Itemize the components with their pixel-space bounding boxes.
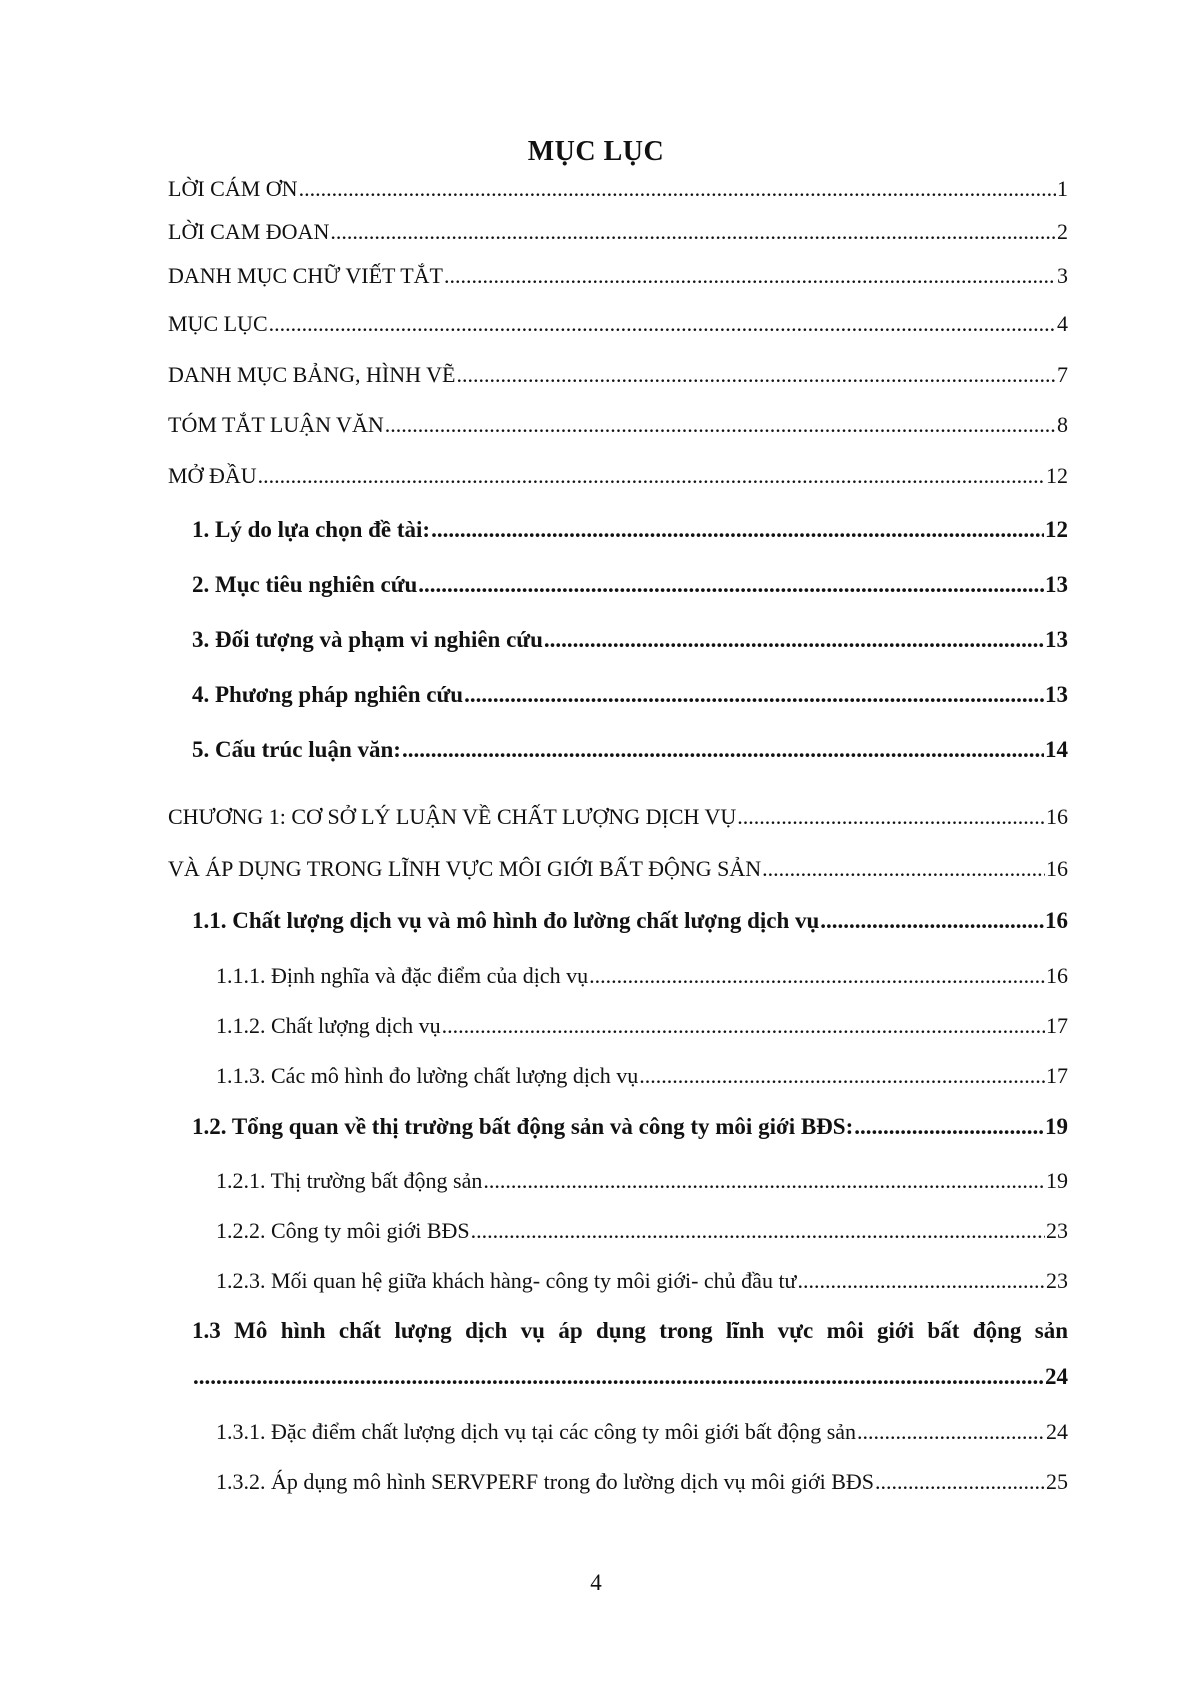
toc-entry-page: 17 bbox=[1046, 1013, 1068, 1038]
dot-leader bbox=[464, 682, 1044, 708]
toc-entry[interactable] bbox=[192, 627, 1068, 653]
dot-leader bbox=[258, 463, 1045, 489]
toc-entry-page: 7 bbox=[1057, 362, 1068, 387]
toc-entry-label: DANH MỤC BẢNG, HÌNH VẼ bbox=[168, 362, 456, 387]
toc-entry-continuation[interactable] bbox=[192, 1364, 1068, 1390]
toc-entry[interactable] bbox=[216, 1168, 1068, 1194]
dot-leader bbox=[762, 856, 1045, 882]
toc-entry-wrapped-heading[interactable]: 1.3 Mô hình chất lượng dịch vụ áp dụng trong lĩnh vực môi giới bất động sản bbox=[192, 1318, 1068, 1343]
toc-entry-label: 1.3.1. Đặc điểm chất lượng dịch vụ tại các công ty môi giới bất động sản bbox=[216, 1419, 857, 1444]
toc-entry-label: 5. Cấu trúc luận văn: bbox=[192, 737, 401, 762]
dot-leader bbox=[299, 176, 1056, 202]
toc-entry-page: 16 bbox=[1046, 963, 1068, 988]
toc-entry-label: 3. Đối tượng và phạm vi nghiên cứu bbox=[192, 627, 543, 652]
toc-entry[interactable] bbox=[216, 1013, 1068, 1039]
toc-entry-page: 14 bbox=[1045, 737, 1068, 762]
toc-entry-label: 1.1. Chất lượng dịch vụ và mô hình đo lường chất lượng dịch vụ bbox=[192, 908, 820, 933]
toc-entry-page: 13 bbox=[1045, 572, 1068, 597]
toc-entry[interactable] bbox=[216, 1218, 1068, 1244]
toc-entry-label: TÓM TẮT LUẬN VĂN bbox=[168, 412, 384, 437]
toc-entry[interactable] bbox=[168, 176, 1068, 202]
toc-entry-page: 25 bbox=[1046, 1469, 1068, 1494]
dot-leader bbox=[797, 1268, 1045, 1294]
toc-entry-page: 2 bbox=[1057, 219, 1068, 244]
toc-entry-page: 8 bbox=[1057, 412, 1068, 437]
toc-entry[interactable] bbox=[168, 463, 1068, 489]
toc-entry-label: 4. Phương pháp nghiên cứu bbox=[192, 682, 464, 707]
dot-leader bbox=[483, 1168, 1045, 1194]
toc-entry[interactable] bbox=[192, 572, 1068, 598]
toc-entry[interactable] bbox=[168, 263, 1068, 289]
dot-leader bbox=[442, 1013, 1045, 1039]
toc-entry-page: 19 bbox=[1046, 1168, 1068, 1193]
toc-entry-label: LỜI CAM ĐOAN bbox=[168, 219, 330, 244]
toc-entry-label: MỤC LỤC bbox=[168, 311, 268, 336]
dot-leader bbox=[193, 1364, 1044, 1390]
toc-entry[interactable] bbox=[192, 682, 1068, 708]
dot-leader bbox=[737, 804, 1045, 830]
toc-entry-page: 24 bbox=[1046, 1419, 1068, 1444]
toc-entry-label: VÀ ÁP DỤNG TRONG LĨNH VỰC MÔI GIỚI BẤT ĐỘNG SẢN bbox=[168, 856, 762, 881]
dot-leader bbox=[431, 517, 1044, 543]
toc-entry-page: 23 bbox=[1046, 1268, 1068, 1293]
dot-leader bbox=[471, 1218, 1045, 1244]
toc-entry-page: 16 bbox=[1046, 856, 1068, 881]
toc-entry-page: 16 bbox=[1045, 908, 1068, 933]
dot-leader bbox=[402, 737, 1044, 763]
toc-entry[interactable] bbox=[216, 1419, 1068, 1445]
toc-entry-label: CHƯƠNG 1: CƠ SỞ LÝ LUẬN VỀ CHẤT LƯỢNG DỊCH VỤ bbox=[168, 804, 737, 829]
toc-entry-label: LỜI CÁM ƠN bbox=[168, 176, 298, 201]
dot-leader bbox=[418, 572, 1044, 598]
toc-entry[interactable] bbox=[192, 737, 1068, 763]
toc-entry-page: 23 bbox=[1046, 1218, 1068, 1243]
toc-entry-label: 1.1.1. Định nghĩa và đặc điểm của dịch vụ bbox=[216, 963, 589, 988]
toc-entry-page: 13 bbox=[1045, 627, 1068, 652]
toc-entry-page: 19 bbox=[1045, 1114, 1068, 1139]
toc-entry-page: 13 bbox=[1045, 682, 1068, 707]
toc-entry-label: MỞ ĐẦU bbox=[168, 463, 257, 488]
toc-entry-page: 24 bbox=[1045, 1364, 1068, 1389]
toc-entry[interactable] bbox=[168, 804, 1068, 830]
toc-entry[interactable] bbox=[192, 908, 1068, 934]
toc-entry-label: 1.2.2. Công ty môi giới BĐS bbox=[216, 1218, 470, 1243]
toc-entry-label: 1. Lý do lựa chọn đề tài: bbox=[192, 517, 431, 542]
toc-entry-label: 1.2.1. Thị trường bất động sản bbox=[216, 1168, 483, 1193]
toc-entry[interactable] bbox=[168, 311, 1068, 337]
dot-leader bbox=[820, 908, 1044, 934]
toc-entry[interactable] bbox=[216, 1268, 1068, 1294]
dot-leader bbox=[639, 1063, 1045, 1089]
toc-entry[interactable] bbox=[168, 412, 1068, 438]
dot-leader bbox=[857, 1419, 1045, 1445]
toc-entry-label: 1.1.3. Các mô hình đo lường chất lượng dịch vụ bbox=[216, 1063, 639, 1088]
toc-entry[interactable] bbox=[192, 517, 1068, 543]
dot-leader bbox=[456, 362, 1056, 388]
toc-entry-page: 4 bbox=[1057, 311, 1068, 336]
toc-entry[interactable] bbox=[168, 856, 1068, 882]
dot-leader bbox=[854, 1114, 1044, 1140]
dot-leader bbox=[444, 263, 1056, 289]
dot-leader bbox=[269, 311, 1056, 337]
toc-entry[interactable] bbox=[168, 219, 1068, 245]
page-number: 4 bbox=[590, 1570, 602, 1595]
toc-entry[interactable] bbox=[168, 362, 1068, 388]
toc-entry-label: 2. Mục tiêu nghiên cứu bbox=[192, 572, 418, 597]
toc-entry[interactable] bbox=[216, 1469, 1068, 1495]
page-title: MỤC LỤC bbox=[527, 136, 665, 167]
dot-leader bbox=[589, 963, 1045, 989]
toc-entry-page: 1 bbox=[1057, 176, 1068, 201]
toc-entry-label: 1.2. Tổng quan về thị trường bất động sản và công ty môi giới BĐS: bbox=[192, 1114, 854, 1139]
toc-entry[interactable] bbox=[216, 1063, 1068, 1089]
toc-entry-page: 12 bbox=[1046, 463, 1068, 488]
dot-leader bbox=[330, 219, 1056, 245]
toc-entry-page: 17 bbox=[1046, 1063, 1068, 1088]
toc-entry[interactable] bbox=[192, 1114, 1068, 1140]
toc-entry-page: 12 bbox=[1045, 517, 1068, 542]
toc-entry-page: 3 bbox=[1057, 263, 1068, 288]
toc-entry-label: 1.2.3. Mối quan hệ giữa khách hàng- công ty môi giới- chủ đầu tư bbox=[216, 1268, 797, 1293]
dot-leader bbox=[875, 1469, 1045, 1495]
dot-leader bbox=[385, 412, 1056, 438]
toc-entry-page: 16 bbox=[1046, 804, 1068, 829]
dot-leader bbox=[544, 627, 1044, 653]
toc-entry-label: DANH MỤC CHỮ VIẾT TẮT bbox=[168, 263, 443, 288]
toc-entry-label: 1.3.2. Áp dụng mô hình SERVPERF trong đo lường dịch vụ môi giới BĐS bbox=[216, 1469, 875, 1494]
toc-entry-label: 1.1.2. Chất lượng dịch vụ bbox=[216, 1013, 441, 1038]
toc-entry[interactable] bbox=[216, 963, 1068, 989]
